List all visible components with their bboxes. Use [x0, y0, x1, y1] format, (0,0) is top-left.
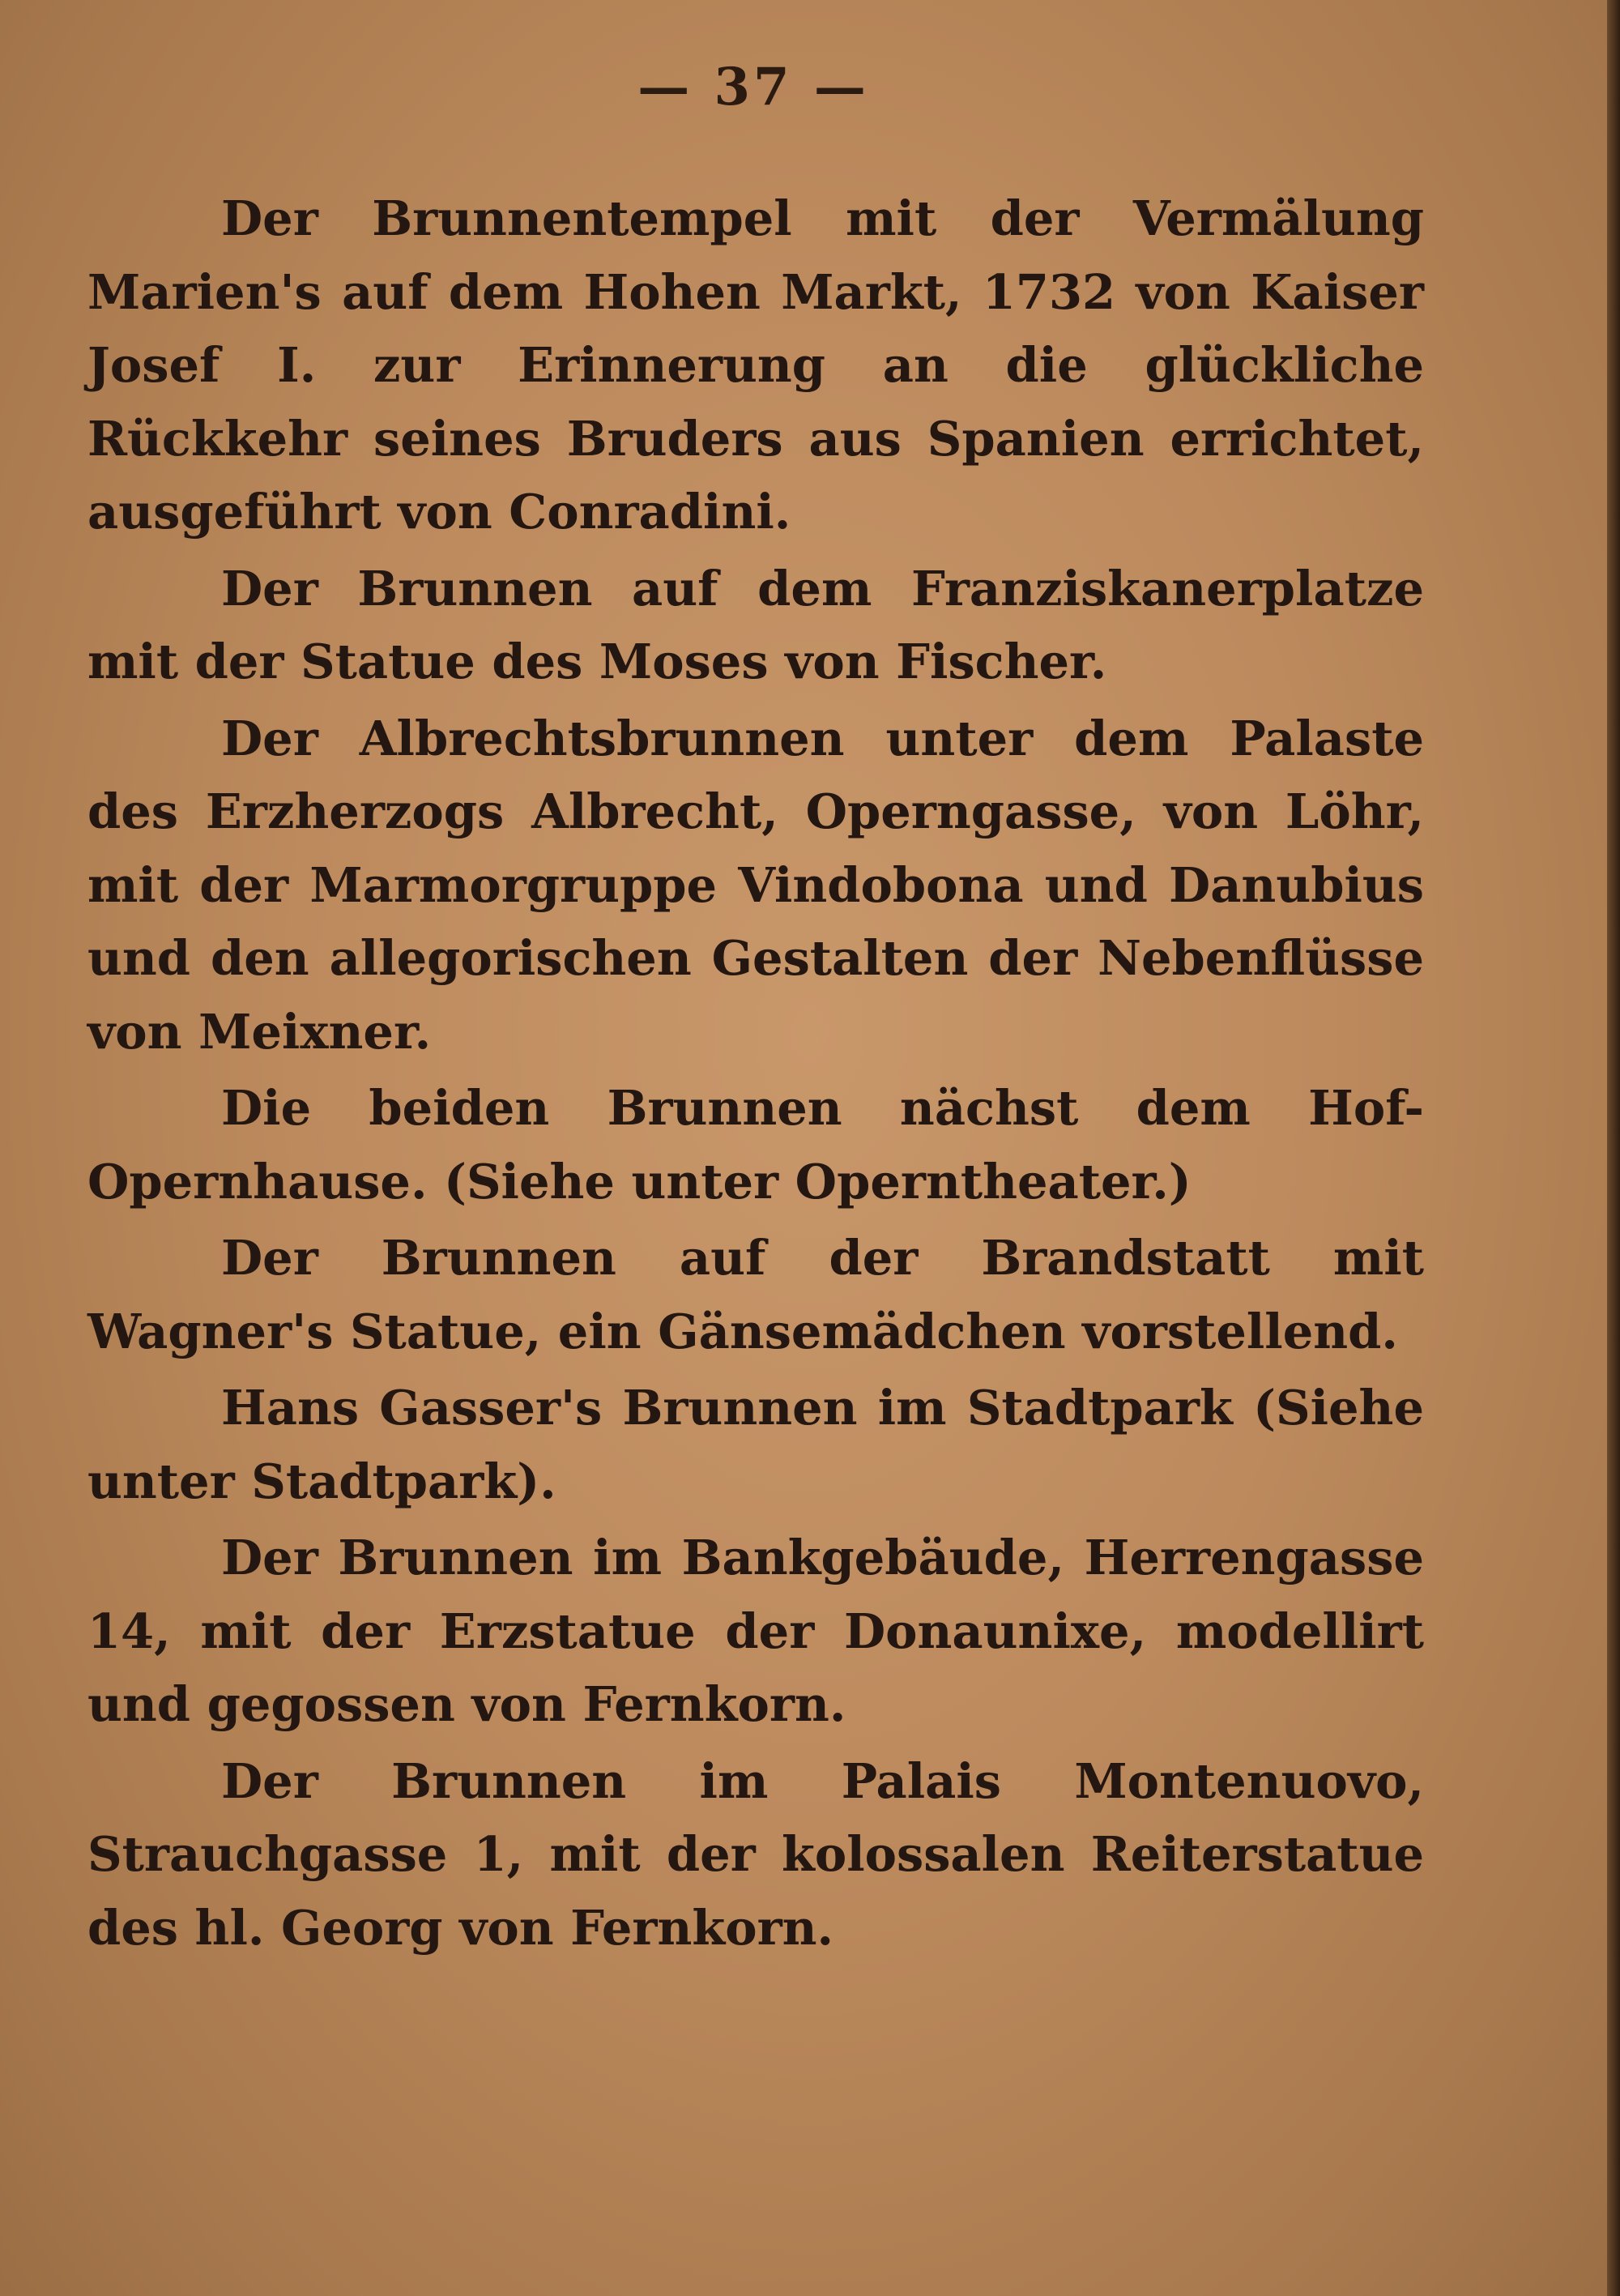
page-edge-shadow — [1607, 0, 1620, 2296]
paragraph-bankgebaeude: Der Brunnen im Bankgebäude, Herrengasse 14, mit der Erzstatue der Donaunixe, modellirt und gegossen von Fernkorn. — [87, 1530, 1424, 1732]
paragraph-franziskanerplatz: Der Brunnen auf dem Franziskanerplatze mit der Statue des Moses von Fischer. — [87, 560, 1424, 689]
paragraph-stadtpark: Hans Gasser's Brunnen im Stadtpark (Siehe unter Stadtpark). — [87, 1380, 1424, 1509]
paragraph-albrechtsbrunnen: Der Albrechtsbrunnen unter dem Palaste des Erzherzogs Albrecht, Operngasse, von Löhr, mit der Marmorgruppe Vindobona und Danubius und den allegorischen Gestalten der Nebenflüsse von Meixner. — [87, 710, 1424, 1060]
page-number: — 37 — — [637, 57, 869, 117]
paragraph-opernhaus-brunnen: Die beiden Brunnen nächst dem Hof-Opernhause. (Siehe unter Operntheater.) — [87, 1080, 1424, 1210]
paragraph-brandstatt: Der Brunnen auf der Brandstatt mit Wagner's Statue, ein Gänsemädchen vorstellend. — [87, 1230, 1424, 1359]
text-body — [87, 182, 1424, 1968]
paragraph-palais-montenuovo: Der Brunnen im Palais Montenuovo, Strauchgasse 1, mit der kolossalen Reiterstatue des hl. Georg von Fernkorn. — [87, 1752, 1424, 1956]
paragraph-brunnentempel: Der Brunnentempel mit der Vermälung Marien's auf dem Hohen Markt, 1732 von Kaiser Josef I. zur Erinnerung an die glückliche Rückkehr seines Bruders aus Spanien errichtet, ausgeführt von Conradini. — [87, 190, 1424, 540]
